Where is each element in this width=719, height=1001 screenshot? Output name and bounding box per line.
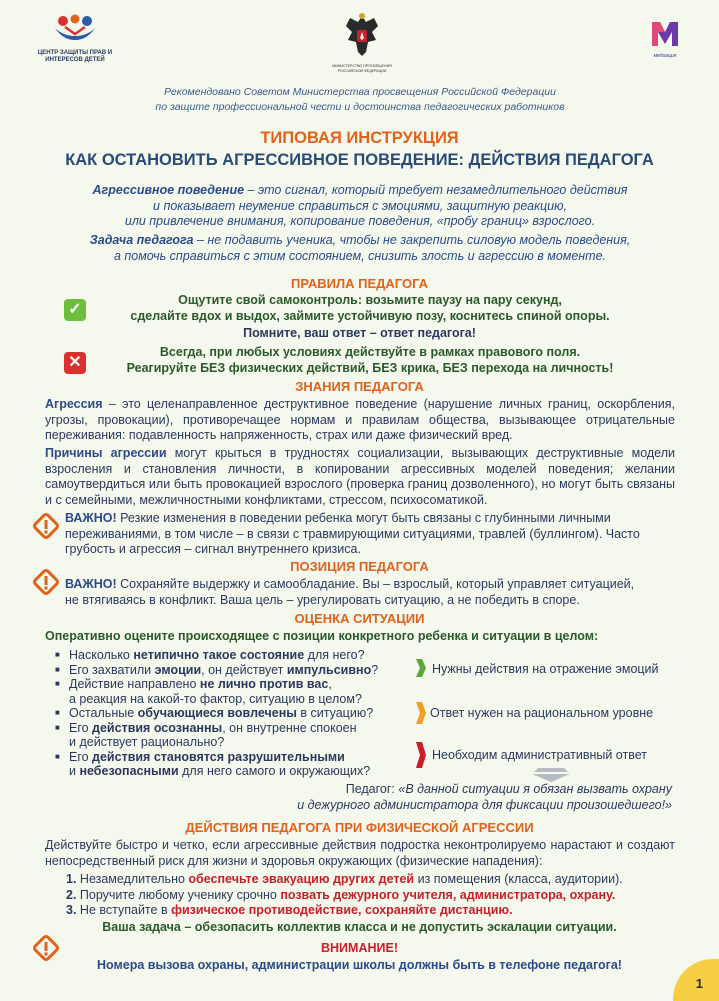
question-conscious: ■ Его действия осознанны, он внутренне спокоен bbox=[55, 721, 415, 736]
question-emotions: ■ Его захватили эмоции, он действует импульсивно? bbox=[55, 663, 415, 678]
step-no-physical: 3. Не вступайте в физическое противодействие, сохраняйте дистанцию. bbox=[66, 903, 513, 917]
section-title-position: ПОЗИЦИЯ ПЕДАГОГА bbox=[290, 559, 429, 574]
intro-aggressive-behavior bbox=[45, 183, 675, 230]
physical-steps bbox=[66, 872, 686, 919]
intro-p2-line2: а помочь справиться с этим состоянием, снизить злость и агрессию в моменте. bbox=[113, 248, 607, 263]
orange-arrow-icon bbox=[414, 698, 428, 728]
left-logo-label: ЦЕНТР ЗАЩИТЫ ПРАВ И ИНТЕРЕСОВ ДЕТЕЙ bbox=[37, 50, 113, 63]
question-destructive: ■ Его действия становятся разрушительными bbox=[55, 750, 415, 765]
coat-of-arms-icon bbox=[340, 12, 384, 58]
attention-label: ВНИМАНИЕ! bbox=[321, 941, 398, 955]
intro-term-task: Задача педагога bbox=[89, 233, 194, 247]
logo-ministry bbox=[322, 12, 402, 73]
important-label: ВАЖНО! bbox=[65, 511, 117, 525]
quote-line1: «В данной ситуации я обязан вызвать охрану bbox=[398, 782, 672, 796]
position-important-note bbox=[65, 577, 685, 608]
position-line1: Сохраняйте выдержку и самообладание. Вы – взрослый, который управляет ситуацией, bbox=[116, 577, 635, 591]
logo-mediation bbox=[640, 18, 690, 59]
section-title-assessment: ОЦЕНКА СИТУАЦИИ bbox=[294, 611, 425, 626]
doc-title-line-2: КАК ОСТАНОВИТЬ АГРЕССИВНОЕ ПОВЕДЕНИЕ: ДЕЙСТВИЯ ПЕДАГОГА bbox=[65, 151, 654, 169]
checkmark-icon: ✓ bbox=[64, 299, 86, 321]
intro-teacher-task bbox=[45, 233, 675, 264]
assessment-lead: Оперативно оцените происходящее с позиции конкретного ребенка и ситуации в целом: bbox=[45, 629, 599, 643]
assessment-questions bbox=[55, 648, 415, 779]
intro-p2-line1: – не подавить ученика, чтобы не закрепить силовую модель поведения, bbox=[193, 233, 631, 247]
intro-p1-line3: или привлечение внимания, копирование поведения, «пробу границ» взрослого. bbox=[124, 214, 596, 228]
mediation-logo-icon bbox=[648, 18, 682, 48]
recommend-line-2: по защите профессиональной чести и достоинства педагогических работников bbox=[155, 101, 565, 113]
term-aggression: Агрессия bbox=[45, 397, 103, 411]
step-evacuate: 1. Незамедлительно обеспечьте эвакуацию других детей из помещения (класса, аудитории). bbox=[66, 872, 623, 886]
question-atypical: ■ Насколько нетипично такое состояние для него? bbox=[55, 648, 415, 663]
rule-middle: Помните, ваш ответ – ответ педагога! bbox=[243, 326, 476, 340]
need-rational-response: Ответ нужен на рациональном уровне bbox=[430, 706, 654, 720]
knowledge-aggression-causes bbox=[45, 446, 675, 508]
question-conscious-cont: и действует рационально? bbox=[69, 735, 225, 749]
warning-diamond-icon bbox=[32, 512, 60, 540]
question-destructive-cont: и небезопасными для него самого и окружающих? bbox=[69, 764, 371, 778]
section-title-knowledge: ЗНАНИЯ ПЕДАГОГА bbox=[295, 379, 424, 394]
cross-icon: ✕ bbox=[64, 352, 86, 374]
section-title-physical: ДЕЙСТВИЯ ПЕДАГОГА ПРИ ФИЗИЧЕСКОЙ АГРЕССИИ bbox=[185, 820, 534, 835]
section-title-rules: ПРАВИЛА ПЕДАГОГА bbox=[290, 276, 429, 291]
quote-label: Педагог: bbox=[345, 782, 399, 796]
important-text: Резкие изменения в поведении ребенка могут быть связаны с глубинными личными переживаниями, в том числе – в связи с травмирующими ситуациями, травлей (буллингом). Часто грубость и агрессия – сигнал внутреннего кризиса. bbox=[65, 511, 640, 556]
intro-term-aggression: Агрессивное поведение bbox=[92, 183, 245, 197]
attention-text: Номера вызова охраны, администрации школы должны быть в телефоне педагога! bbox=[97, 958, 622, 972]
need-admin-response: Необходим административный ответ bbox=[432, 748, 647, 762]
rule-dont-line1: Всегда, при любых условиях действуйте в рамках правового поля. bbox=[159, 345, 581, 359]
intro-p1-line1: – это сигнал, который требует незамедлительного действия bbox=[244, 183, 628, 197]
position-line2: не втягиваясь в конфликт. Ваша цель – урегулировать ситуацию, а не победить в споре. bbox=[65, 592, 580, 607]
rule-do bbox=[90, 293, 650, 324]
knowledge-aggression-definition bbox=[45, 397, 675, 444]
warning-diamond-icon bbox=[32, 568, 60, 596]
causes-text: могут крыться в трудностях социализации, вызывающих деструктивные модели взросления и становления личности, в копировании агрессивных моделей поведения; желании самоутвердиться или быть провокацией взрослого (проверка границ дозволенного), но могут быть связаны и с семейными, межличностными конфликтами, стрессом, психосоматикой. bbox=[45, 446, 675, 507]
need-emotion-response: Нужны действия на отражение эмоций bbox=[432, 662, 659, 676]
page-number: 1 bbox=[695, 976, 703, 991]
question-not-personal-cont: а реакция на какой-то фактор, ситуацию в целом? bbox=[69, 691, 362, 706]
physical-lead: Действуйте быстро и четко, если агрессивные действия подростка неконтролируемо нарастают и создают непосредственный риск для жизни и здоровья окружающих (физические нападения): bbox=[45, 838, 675, 868]
doc-title-line-1: ТИПОВАЯ ИНСТРУКЦИЯ bbox=[260, 129, 459, 147]
teacher-quote bbox=[240, 782, 672, 813]
child-rights-logo-icon bbox=[25, 14, 125, 42]
question-others-involved: ■ Остальные обучающиеся вовлечены в ситуацию? bbox=[55, 706, 415, 721]
recommend-line-1: Рекомендовано Советом Министерства просвещения Российской Федерации bbox=[164, 86, 556, 98]
quote-line2: и дежурного администратора для фиксации произошедшего!» bbox=[297, 797, 672, 812]
question-not-personal: ■ Действие направлено не лично против вас, bbox=[55, 677, 415, 692]
logo-child-rights-center bbox=[25, 14, 125, 64]
aggression-definition-text: – это целенаправленное деструктивное поведение (нарушение личных границ, оскорбления, угрозы, провокации), противоречащее нормам и правилам общества, вызывающее отрицательные переживания: подавленность напряженность, страх или даже физический вред. bbox=[45, 397, 675, 442]
center-logo-label: МИНИСТЕРСТВО ПРОСВЕЩЕНИЯ РОССИЙСКОЙ ФЕДЕРАЦИИ bbox=[332, 64, 392, 73]
rule-dont-line2: Реагируйте БЕЗ физических действий, БЕЗ крика, БЕЗ перехода на личность! bbox=[126, 360, 614, 375]
recommendation-note bbox=[40, 85, 680, 115]
red-arrow-icon bbox=[414, 738, 428, 772]
rule-do-line1: Ощутите свой самоконтроль: возьмите паузу на пару секунд, bbox=[178, 293, 562, 307]
right-logo-label: медиация bbox=[653, 53, 677, 59]
term-causes: Причины агрессии bbox=[45, 446, 167, 460]
knowledge-important-note bbox=[65, 511, 677, 558]
intro-p1-line2: и показывает неумение справиться с эмоциями, защитную реакцию, bbox=[153, 198, 567, 213]
green-arrow-icon bbox=[414, 655, 428, 681]
rule-do-line2: сделайте вдох и выдох, займите устойчивую позу, коснитесь спиной опоры. bbox=[130, 308, 610, 323]
position-important-label: ВАЖНО! bbox=[65, 577, 117, 591]
step-call-staff: 2. Поручите любому ученику срочно позвать дежурного учителя, администратора, охрану. bbox=[66, 887, 616, 902]
teacher-task-summary: Ваша задача – обезопасить коллектив класса и не допустить эскалации ситуации. bbox=[102, 920, 617, 934]
rule-dont bbox=[90, 345, 650, 376]
